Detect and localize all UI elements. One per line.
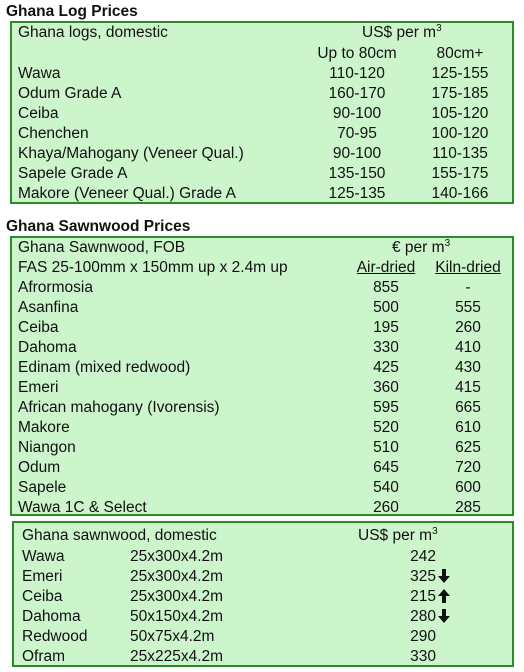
sawnwood-species-name: Afrormosia	[18, 279, 93, 296]
log-prices-col2-header: 80cm+	[436, 45, 484, 62]
sawnwood-air-dried-price: 540	[373, 479, 399, 496]
log-species-name: Wawa	[18, 65, 61, 82]
domestic-dimensions: 25x300x4.2m	[130, 548, 224, 565]
sawnwood-price-row	[12, 438, 512, 458]
domestic-price: 325	[410, 568, 436, 585]
log-price-80cm-plus: 155-175	[431, 165, 489, 182]
log-price-80cm-plus: 175-185	[431, 85, 489, 102]
sawnwood-col2-header: Kiln-dried	[435, 259, 501, 276]
sawnwood-kiln-dried-price: 260	[455, 319, 481, 336]
log-prices-header-row	[12, 23, 512, 43]
domestic-price-cell	[374, 587, 450, 607]
log-price-row	[12, 124, 512, 144]
log-species-name: Makore (Veneer Qual.) Grade A	[18, 185, 236, 202]
sawnwood-unit-text: € per m	[392, 239, 445, 256]
sawnwood-air-dried-price: 520	[373, 419, 399, 436]
sawnwood-air-dried-price: 645	[373, 459, 399, 476]
domestic-dimensions: 25x300x4.2m	[130, 588, 224, 605]
domestic-price-cell	[374, 647, 450, 667]
sawnwood-prices-title: Ghana Sawnwood Prices	[6, 218, 191, 235]
domestic-price-row	[14, 567, 512, 587]
domestic-price-cell	[374, 567, 450, 587]
sawnwood-species-name: African mahogany (Ivorensis)	[18, 399, 220, 416]
sawnwood-header-label: Ghana Sawnwood, FOB	[18, 239, 186, 256]
domestic-unit	[358, 526, 438, 546]
sawnwood-price-row	[12, 338, 512, 358]
sawnwood-air-dried-price: 425	[373, 359, 399, 376]
log-prices-table	[10, 21, 514, 204]
domestic-sawnwood-table	[12, 521, 514, 667]
log-prices-header-label: Ghana logs, domestic	[18, 24, 168, 41]
sawnwood-unit-sup: 3	[444, 237, 451, 249]
sawnwood-price-row	[12, 278, 512, 298]
sawnwood-price-row	[12, 358, 512, 378]
log-prices-unit-sup: 3	[436, 22, 442, 34]
log-price-80cm-plus: 105-120	[431, 105, 489, 122]
log-price-row	[12, 84, 512, 104]
domestic-price-cell	[374, 547, 450, 567]
sawnwood-price-row	[12, 478, 512, 498]
domestic-species-name: Dahoma	[22, 608, 81, 625]
sawnwood-unit	[392, 238, 450, 258]
sawnwood-air-dried-price: 260	[373, 499, 399, 516]
sawnwood-prices-table	[10, 236, 514, 516]
sawnwood-kiln-dried-price: -	[465, 279, 471, 296]
sawnwood-spec: FAS 25-100mm x 150mm up x 2.4m up	[18, 259, 288, 276]
arrow-down-icon	[438, 609, 450, 623]
sawnwood-species-name: Emeri	[18, 379, 59, 396]
domestic-price-row	[14, 587, 512, 607]
sawnwood-kiln-dried-price: 625	[455, 439, 481, 456]
log-prices-unit	[362, 23, 442, 43]
log-price-row	[12, 104, 512, 124]
log-price-80cm-plus: 140-166	[431, 185, 489, 202]
sawnwood-species-name: Ceiba	[18, 319, 59, 336]
sawnwood-kiln-dried-price: 600	[455, 479, 481, 496]
domestic-price: 215	[410, 588, 436, 605]
log-prices-col1-header: Up to 80cm	[317, 45, 397, 62]
sawnwood-price-row	[12, 458, 512, 478]
log-price-row	[12, 144, 512, 164]
log-prices-unit-text: US$ per m	[362, 24, 437, 41]
domestic-header-label: Ghana sawnwood, domestic	[22, 527, 217, 544]
domestic-price-row	[14, 607, 512, 627]
sawnwood-spec-row	[12, 258, 512, 278]
domestic-price: 330	[410, 648, 436, 665]
sawnwood-price-row	[12, 378, 512, 398]
log-price-up-to-80cm: 90-100	[332, 145, 382, 162]
sawnwood-price-row	[12, 318, 512, 338]
domestic-dimensions: 25x300x4.2m	[130, 568, 224, 585]
log-price-80cm-plus: 100-120	[431, 125, 489, 142]
domestic-price: 280	[410, 608, 436, 625]
sawnwood-kiln-dried-price: 555	[455, 299, 481, 316]
domestic-species-name: Emeri	[22, 568, 63, 585]
sawnwood-species-name: Odum	[18, 459, 61, 476]
domestic-price-row	[14, 647, 512, 667]
domestic-price: 242	[410, 548, 436, 565]
domestic-dimensions: 50x150x4.2m	[130, 608, 224, 625]
sawnwood-price-row	[12, 298, 512, 318]
log-price-up-to-80cm: 160-170	[328, 85, 386, 102]
domestic-unit-sup: 3	[432, 525, 438, 537]
sawnwood-header-row	[12, 238, 512, 258]
sawnwood-air-dried-price: 500	[373, 299, 399, 316]
domestic-price-cell	[374, 607, 450, 627]
sawnwood-kiln-dried-price: 720	[455, 459, 481, 476]
sawnwood-kiln-dried-price: 415	[455, 379, 481, 396]
log-price-up-to-80cm: 90-100	[332, 105, 382, 122]
sawnwood-air-dried-price: 360	[373, 379, 399, 396]
domestic-species-name: Wawa	[22, 548, 65, 565]
sawnwood-species-name: Edinam (mixed redwood)	[18, 359, 191, 376]
domestic-species-name: Ceiba	[22, 588, 63, 605]
sawnwood-price-row	[12, 498, 512, 518]
sawnwood-species-name: Asanfina	[18, 299, 79, 316]
sawnwood-air-dried-price: 330	[373, 339, 399, 356]
sawnwood-price-row	[12, 418, 512, 438]
domestic-species-name: Ofram	[22, 648, 66, 665]
sawnwood-kiln-dried-price: 410	[455, 339, 481, 356]
sawnwood-kiln-dried-price: 285	[455, 499, 481, 516]
domestic-header-row	[14, 526, 512, 546]
sawnwood-species-name: Sapele	[18, 479, 67, 496]
log-price-row	[12, 64, 512, 84]
sawnwood-price-row	[12, 398, 512, 418]
domestic-dimensions: 50x75x4.2m	[130, 628, 215, 645]
domestic-dimensions: 25x225x4.2m	[130, 648, 224, 665]
log-price-80cm-plus: 125-155	[431, 65, 489, 82]
log-price-80cm-plus: 110-135	[432, 145, 488, 162]
log-price-row	[12, 184, 512, 204]
domestic-price-cell	[374, 627, 450, 647]
sawnwood-species-name: Niangon	[18, 439, 76, 456]
sawnwood-kiln-dried-price: 430	[455, 359, 481, 376]
domestic-price: 290	[410, 628, 436, 645]
domestic-price-row	[14, 547, 512, 567]
arrow-up-icon	[438, 589, 450, 603]
sawnwood-kiln-dried-price: 665	[455, 399, 481, 416]
domestic-species-name: Redwood	[22, 628, 88, 645]
sawnwood-air-dried-price: 855	[373, 279, 399, 296]
log-species-name: Chenchen	[18, 125, 89, 142]
log-price-up-to-80cm: 110-120	[329, 65, 385, 82]
domestic-unit-text: US$ per m	[358, 527, 433, 544]
sawnwood-col1-header: Air-dried	[356, 259, 416, 276]
arrow-down-icon	[438, 569, 450, 583]
sawnwood-kiln-dried-price: 610	[455, 419, 481, 436]
log-price-up-to-80cm: 125-135	[328, 185, 386, 202]
sawnwood-air-dried-price: 595	[373, 399, 399, 416]
log-species-name: Khaya/Mahogany (Veneer Qual.)	[18, 145, 244, 162]
sawnwood-species-name: Wawa 1C & Select	[18, 499, 147, 516]
log-prices-title: Ghana Log Prices	[6, 3, 138, 20]
log-species-name: Odum Grade A	[18, 85, 122, 102]
log-price-up-to-80cm: 70-95	[337, 125, 377, 142]
sawnwood-air-dried-price: 195	[373, 319, 399, 336]
log-price-up-to-80cm: 135-150	[328, 165, 386, 182]
log-species-name: Sapele Grade A	[18, 165, 128, 182]
log-species-name: Ceiba	[18, 105, 59, 122]
log-price-row	[12, 164, 512, 184]
sawnwood-species-name: Makore	[18, 419, 70, 436]
domestic-price-row	[14, 627, 512, 647]
log-prices-column-headers	[12, 44, 512, 64]
sawnwood-air-dried-price: 510	[373, 439, 399, 456]
sawnwood-species-name: Dahoma	[18, 339, 77, 356]
